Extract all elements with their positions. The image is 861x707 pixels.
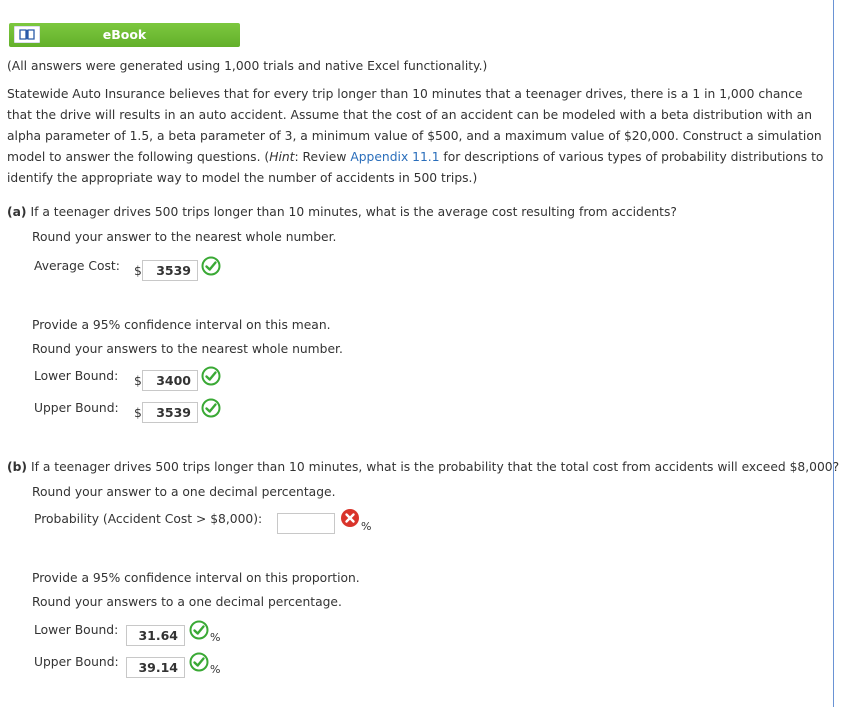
part-b-ci-prompt: Provide a 95% confidence interval on this proportion. bbox=[32, 571, 360, 585]
probability-input[interactable] bbox=[277, 513, 335, 534]
average-cost-input[interactable]: 3539 bbox=[142, 260, 198, 281]
upper-bound-label: Upper Bound: bbox=[34, 655, 119, 669]
ebook-button[interactable] bbox=[9, 23, 240, 47]
part-a-ci-prompt: Provide a 95% confidence interval on this mean. bbox=[32, 318, 331, 332]
percent-sign: % bbox=[210, 663, 221, 676]
percent-sign: % bbox=[210, 631, 221, 644]
currency-symbol: $ bbox=[134, 406, 142, 420]
mean-lower-bound-input[interactable]: 3400 bbox=[142, 370, 198, 391]
average-cost-label: Average Cost: bbox=[34, 259, 120, 273]
correct-check-icon bbox=[189, 620, 209, 640]
percent-sign: % bbox=[361, 520, 372, 533]
correct-check-icon bbox=[201, 398, 221, 418]
correct-check-icon bbox=[201, 366, 221, 386]
hint-label: Hint bbox=[269, 150, 295, 164]
appendix-link[interactable]: Appendix 11.1 bbox=[350, 150, 440, 164]
currency-symbol: $ bbox=[134, 374, 142, 388]
upper-bound-label: Upper Bound: bbox=[34, 401, 119, 415]
mean-upper-bound-input[interactable]: 3539 bbox=[142, 402, 198, 423]
part-a-round-note: Round your answer to the nearest whole number. bbox=[32, 230, 337, 244]
probability-label: Probability (Accident Cost > $8,000): bbox=[34, 512, 263, 526]
part-b-ci-round-note: Round your answers to a one decimal percentage. bbox=[32, 595, 342, 609]
part-a-question: (a) If a teenager drives 500 trips longer than 10 minutes, what is the average cost resulting from accidents? bbox=[7, 205, 677, 219]
lower-bound-label: Lower Bound: bbox=[34, 623, 119, 637]
proportion-lower-bound-input[interactable]: 31.64 bbox=[126, 625, 185, 646]
ebook-label: eBook bbox=[102, 27, 147, 42]
part-b-round-note: Round your answer to a one decimal percentage. bbox=[32, 485, 336, 499]
content-border bbox=[833, 0, 834, 707]
proportion-upper-bound-input[interactable]: 39.14 bbox=[126, 657, 185, 678]
correct-check-icon bbox=[201, 256, 221, 276]
part-b-question: (b) If a teenager drives 500 trips longer than 10 minutes, what is the probability that the total cost from accidents will exceed $8,000? bbox=[7, 460, 840, 474]
trials-note: (All answers were generated using 1,000 trials and native Excel functionality.) bbox=[7, 59, 488, 73]
problem-statement: Statewide Auto Insurance believes that for every trip longer than 10 minutes that a teenager drives, there is a 1 in 1,000 chance that the drive will results in an auto accident. Assume that the cost of an accident can be modeled with a beta distribution with an alpha parameter of 1.5, a beta parameter of 3, a minimum value of $500, and a maximum value of $20,000. Construct a simulation model to answer the following questions. (Hint: Review Appendix 11.1 for descriptions of various types of probability distributions to identify the appropriate way to model the number of accidents in 500 trips.) bbox=[7, 87, 824, 185]
currency-symbol: $ bbox=[134, 264, 142, 278]
correct-check-icon bbox=[189, 652, 209, 672]
incorrect-x-icon bbox=[340, 508, 360, 528]
part-a-ci-round-note: Round your answers to the nearest whole number. bbox=[32, 342, 343, 356]
lower-bound-label: Lower Bound: bbox=[34, 369, 119, 383]
